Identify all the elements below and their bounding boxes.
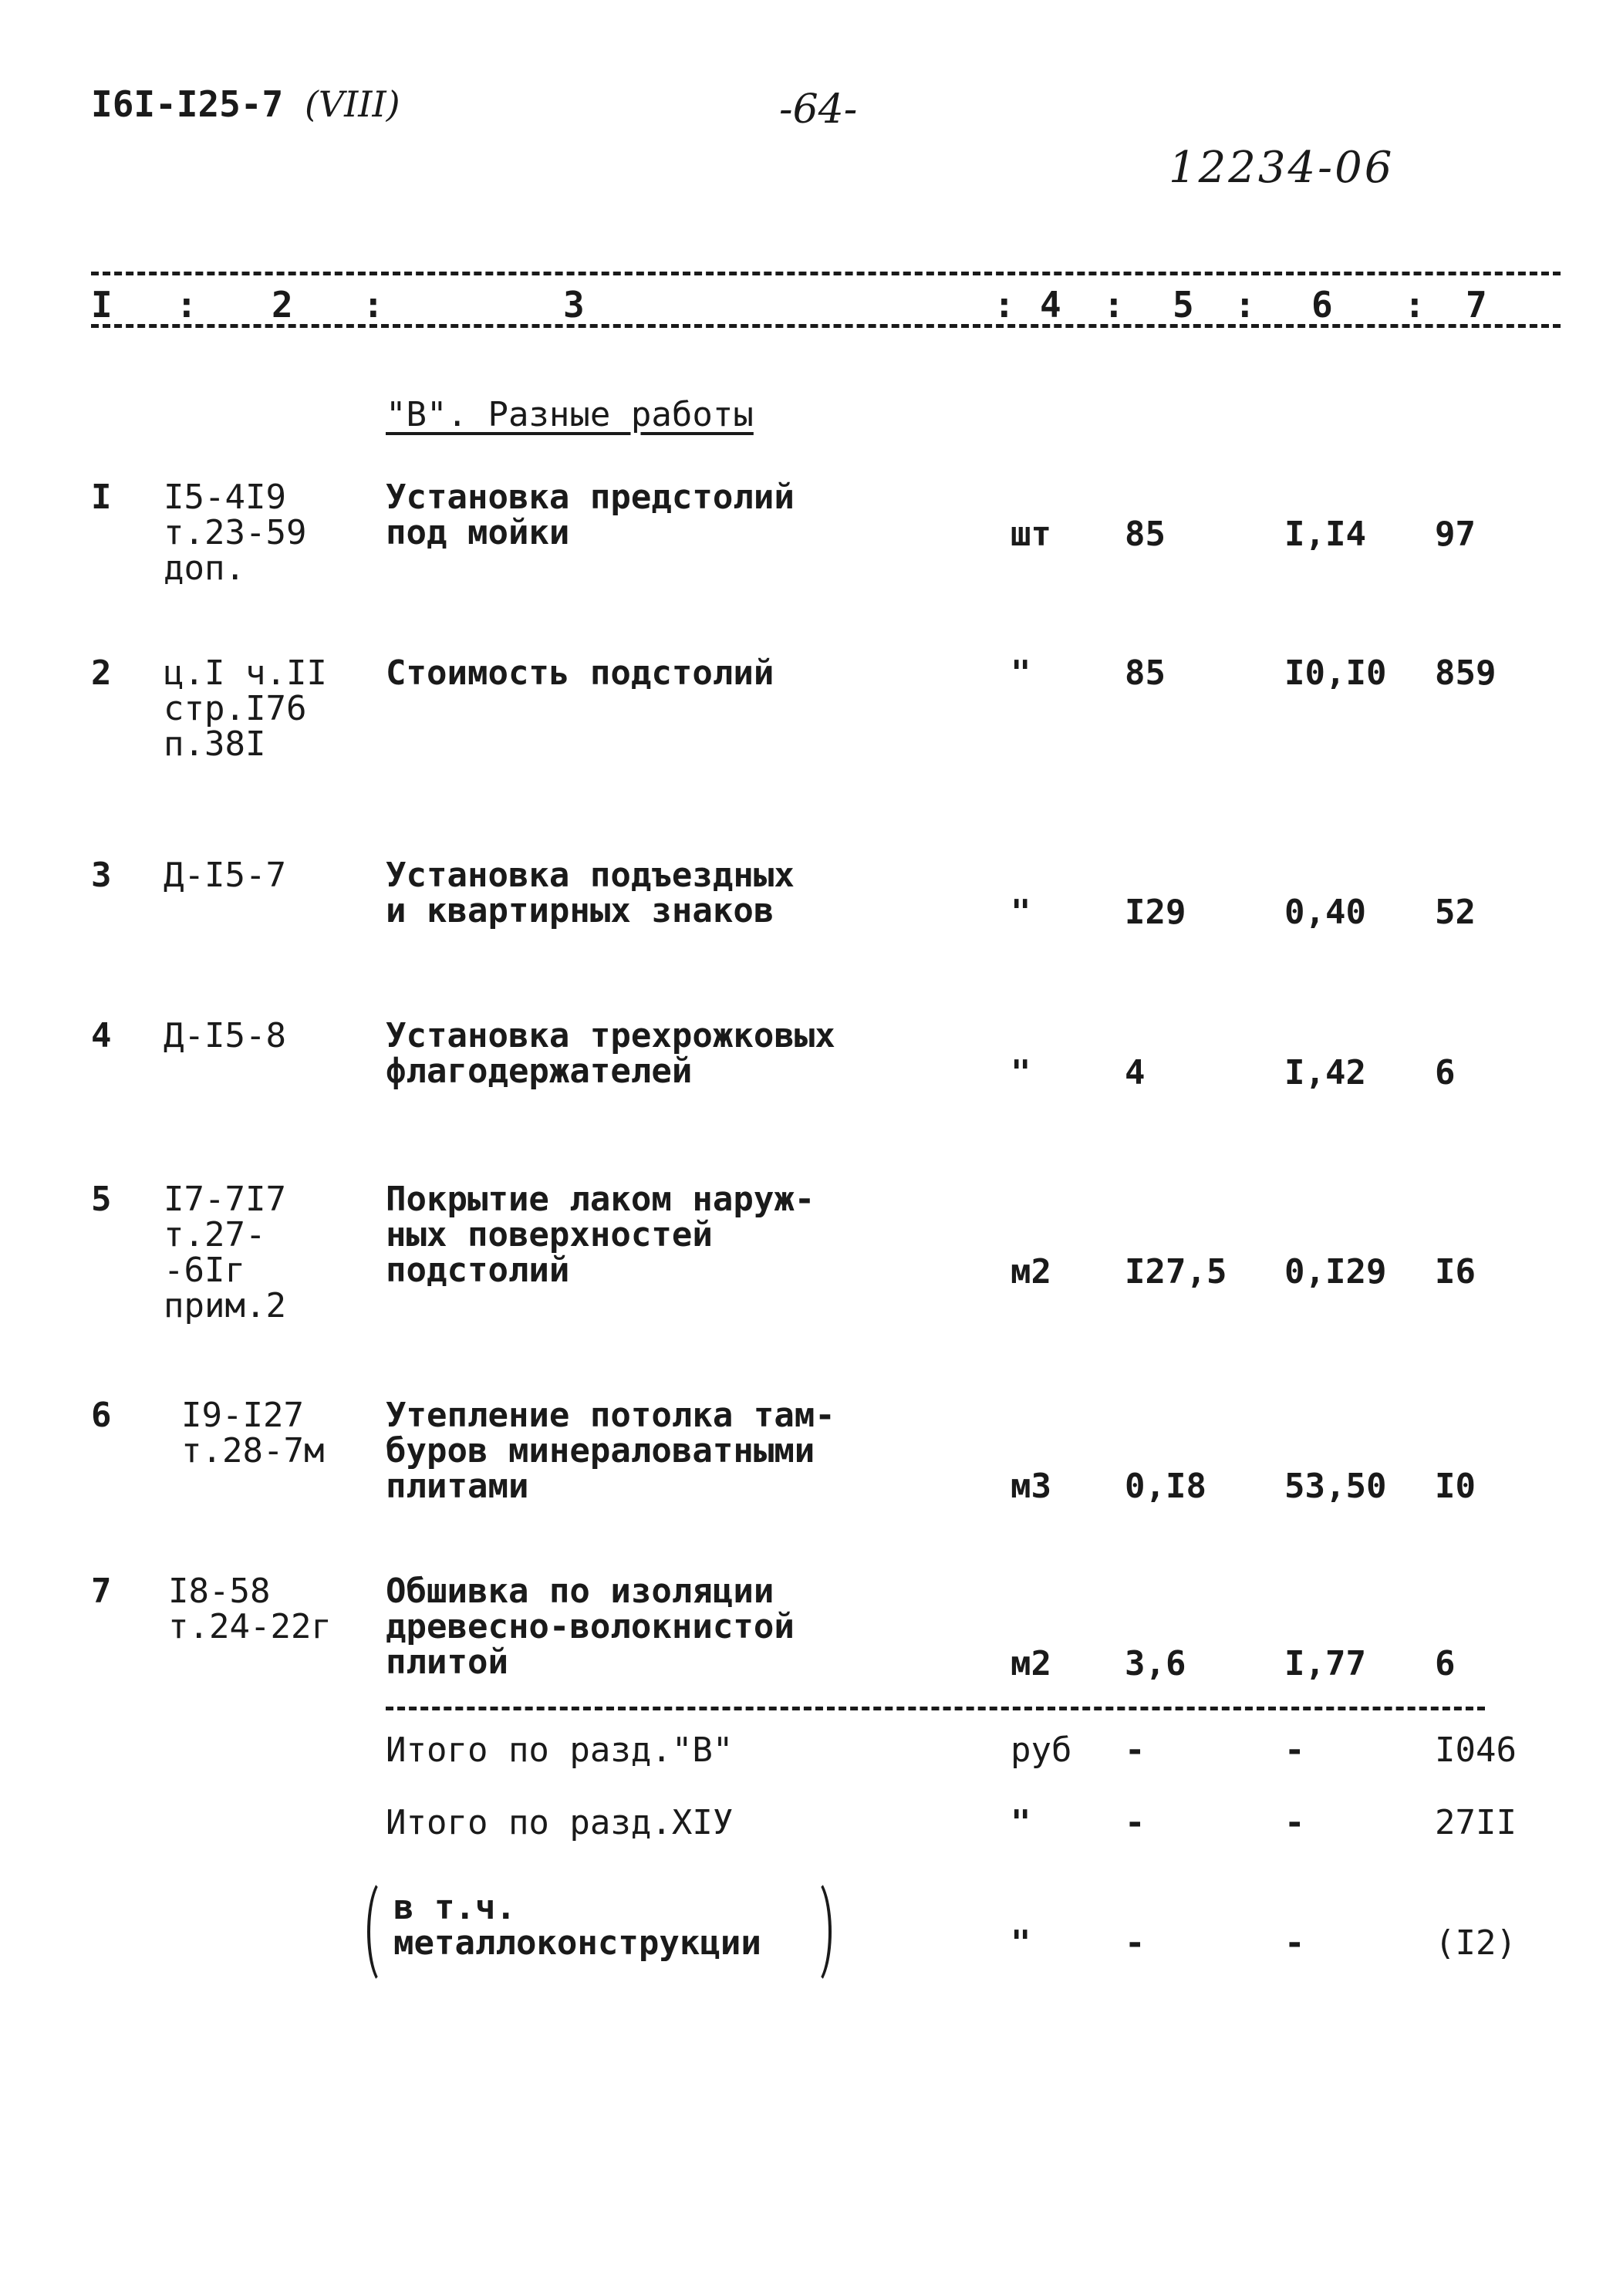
row2-num: 2 [91,653,112,693]
row6-name-line1: Утепление потолка там- [386,1396,835,1435]
row3-num: 3 [91,856,112,895]
col-header-2: 2 [272,284,293,326]
row2-name-line1: Стоимость подстолий [386,653,774,693]
row3-code [164,858,286,893]
col-sep-5: : [1234,284,1256,326]
col-sep-2: : [363,284,384,326]
row4-name [386,1018,835,1089]
sheet-mark: (VIII) [304,83,400,125]
row3-name-line1: Установка подъездных [386,856,795,895]
row2-name [386,653,774,693]
row7-price: I,77 [1284,1644,1366,1683]
row1-code-line3: доп. [164,549,245,588]
row4-num: 4 [91,1016,112,1055]
note-text [393,1890,761,1961]
note-qty: - [1125,1923,1146,1963]
total-section-xiv-unit: " [1011,1803,1031,1842]
row6-qty: 0,I8 [1125,1467,1206,1506]
row4-total: 6 [1435,1053,1456,1092]
total-section-v-price: - [1284,1730,1305,1770]
row3-name [386,858,795,929]
row5-code-line1: I7-7I7 [164,1180,286,1219]
total-section-v-unit: руб [1011,1730,1072,1770]
row2-unit: " [1011,653,1031,693]
row5-total: I6 [1435,1252,1476,1292]
row2-total: 859 [1435,653,1497,693]
total-section-v-total: I046 [1435,1730,1517,1770]
row1-name-line1: Установка предстолий [386,478,795,517]
row5-num: 5 [91,1180,112,1219]
row6-num: 6 [91,1396,112,1435]
row7-qty: 3,6 [1125,1644,1186,1683]
row1-unit: шт [1011,515,1051,554]
row3-price: 0,40 [1284,893,1366,932]
row6-code-line1: I9-I27 [181,1396,304,1435]
col-header-3: 3 [563,284,585,326]
total-section-xiv-qty: - [1125,1803,1146,1842]
total-section-xiv-label: Итого по разд.XIУ [386,1803,734,1842]
document-code-text: I6I-I25-7 [91,83,284,125]
col-header-7: 7 [1466,284,1487,326]
row6-name-line3: плитами [386,1467,529,1506]
row6-total: I0 [1435,1467,1476,1506]
header-bottom-rule [91,324,1561,328]
row4-qty: 4 [1125,1053,1146,1092]
row7-name [386,1574,795,1680]
row5-name-line3: подстолий [386,1251,570,1290]
note-price: - [1284,1923,1305,1963]
row1-num: I [91,478,112,517]
row3-unit: " [1011,893,1031,932]
total-section-v-qty: - [1125,1730,1146,1770]
col-sep-3: : [994,284,1015,326]
note-line1: в т.ч. [393,1888,516,1927]
row6-code [181,1398,324,1469]
row5-price: 0,I29 [1284,1252,1387,1292]
row2-code-line2: стр.I76 [164,689,307,728]
row7-num: 7 [91,1572,112,1611]
row3-qty: I29 [1125,893,1186,932]
row5-qty: I27,5 [1125,1252,1227,1292]
col-sep-4: : [1103,284,1125,326]
row7-unit: м2 [1011,1644,1051,1683]
row3-name-line2: и квартирных знаков [386,891,774,930]
row1-name-line2: под мойки [386,513,570,552]
document-code [91,83,400,125]
row1-name [386,480,795,551]
row1-code-line2: т.23-59 [164,513,307,552]
row2-code [164,653,327,764]
row4-name-line1: Установка трехрожковых [386,1016,835,1055]
row6-code-line2: т.28-7м [181,1431,325,1470]
row5-name-line2: ных поверхностей [386,1215,713,1254]
handwritten-number: 12234-06 [1169,143,1395,193]
note-line2: металлоконструкции [393,1923,761,1963]
row2-price: I0,I0 [1284,653,1387,693]
note-unit: " [1011,1923,1031,1963]
row5-name-line1: Покрытие лаком наруж- [386,1180,815,1219]
row7-code-line2: т.24-22г [168,1607,332,1646]
row5-code [164,1182,286,1324]
page-number: -64- [779,86,858,133]
row4-price: I,42 [1284,1053,1366,1092]
col-sep-6: : [1404,284,1426,326]
row5-unit: м2 [1011,1252,1051,1292]
note-right-paren [795,1876,832,1987]
row3-total: 52 [1435,893,1476,932]
row1-total: 97 [1435,515,1476,554]
row7-name-line1: Обшивка по изоляции [386,1572,774,1611]
row6-name-line2: буров минераловатными [386,1431,815,1470]
note-total: (I2) [1435,1923,1517,1963]
row2-qty: 85 [1125,653,1166,693]
row6-name [386,1398,835,1504]
row6-price: 53,50 [1284,1467,1387,1506]
row3-code-line1: Д-I5-7 [164,856,286,895]
row2-code-line3: п.38I [164,724,266,764]
row7-total: 6 [1435,1644,1456,1683]
row4-name-line2: флагодержателей [386,1052,693,1091]
total-section-xiv-price: - [1284,1803,1305,1842]
total-section-xiv-total: 27II [1435,1803,1517,1842]
row7-code [168,1574,332,1645]
row6-unit: м3 [1011,1467,1051,1506]
row1-price: I,I4 [1284,515,1366,554]
row4-code-line1: Д-I5-8 [164,1016,286,1055]
col-header-4: 4 [1040,284,1061,326]
col-header-1: I [91,284,113,326]
col-header-5: 5 [1173,284,1194,326]
totals-rule [386,1707,1485,1710]
col-sep-1: : [176,284,197,326]
row7-name-line2: древесно-волокнистой [386,1607,795,1646]
row2-code-line1: ц.I ч.II [164,653,327,693]
row4-unit: " [1011,1053,1031,1092]
col-header-6: 6 [1311,284,1333,326]
row5-code-line3: -6Iг [164,1251,245,1290]
header-top-rule [91,272,1561,275]
section-title: "В". Разные работы [386,395,754,434]
row4-code [164,1018,286,1054]
row7-name-line3: плитой [386,1643,508,1682]
row1-code [164,480,306,586]
row1-qty: 85 [1125,515,1166,554]
row5-code-line4: прим.2 [164,1286,286,1325]
row7-code-line1: I8-58 [168,1572,271,1611]
row5-code-line2: т.27- [164,1215,266,1254]
row5-name [386,1182,815,1288]
row1-code-line1: I5-4I9 [164,478,286,517]
total-section-v-label: Итого по разд."В" [386,1730,734,1770]
